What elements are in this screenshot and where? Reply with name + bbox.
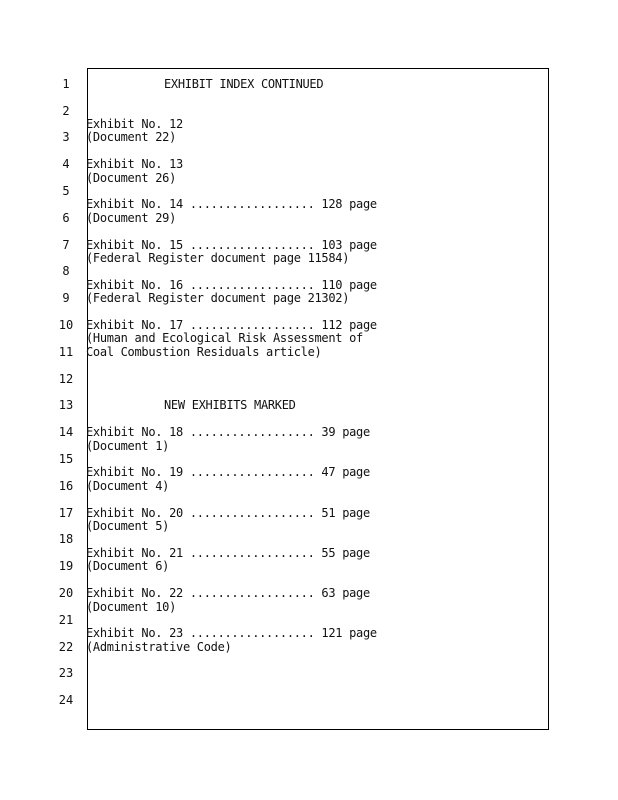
exhibit-description: (Document 5)	[86, 519, 170, 533]
exhibit-entry: Exhibit No. 19 .................. 47 page	[86, 465, 370, 479]
exhibit-description: (Federal Register document page 11584)	[86, 251, 350, 265]
exhibit-entry: Exhibit No. 21 .................. 55 page	[86, 546, 370, 560]
line-number: 21	[58, 613, 74, 627]
line-number: 22	[58, 640, 74, 654]
line-number: 12	[58, 372, 74, 386]
line-number: 18	[58, 532, 74, 546]
exhibit-description: (Document 29)	[86, 211, 177, 225]
line-number: 6	[62, 211, 70, 225]
line-number: 13	[58, 398, 74, 412]
exhibit-entry: Exhibit No. 22 .................. 63 page	[86, 586, 370, 600]
line-number: 1	[62, 77, 70, 91]
new-exhibits-heading: NEW EXHIBITS MARKED	[164, 398, 296, 412]
exhibit-description: (Document 26)	[86, 171, 177, 185]
line-number: 4	[62, 157, 70, 171]
line-number: 7	[62, 238, 70, 252]
exhibit-description: (Human and Ecological Risk Assessment of	[86, 331, 363, 345]
exhibit-description: (Document 1)	[86, 439, 170, 453]
exhibit-entry: Exhibit No. 18 .................. 39 page	[86, 425, 370, 439]
line-number: 2	[62, 104, 70, 118]
line-number: 16	[58, 479, 74, 493]
line-number: 24	[58, 693, 74, 707]
line-number: 11	[58, 345, 74, 359]
exhibit-entry: Exhibit No. 23 .................. 121 page	[86, 626, 377, 640]
index-heading: EXHIBIT INDEX CONTINUED	[164, 77, 324, 91]
exhibit-entry: Exhibit No. 14 .................. 128 page	[86, 197, 377, 211]
exhibit-description: Coal Combustion Residuals article)	[86, 345, 322, 359]
exhibit-description: (Document 10)	[86, 600, 177, 614]
exhibit-entry: Exhibit No. 15 .................. 103 page	[86, 238, 377, 252]
line-number: 9	[62, 291, 70, 305]
line-number: 17	[58, 506, 74, 520]
line-number: 20	[58, 586, 74, 600]
line-number: 14	[58, 425, 74, 439]
exhibit-description: (Document 22)	[86, 130, 177, 144]
exhibit-entry: Exhibit No. 20 .................. 51 page	[86, 506, 370, 520]
line-number: 8	[62, 264, 70, 278]
line-number: 5	[62, 184, 70, 198]
line-number: 15	[58, 452, 74, 466]
exhibit-entry: Exhibit No. 13	[86, 157, 183, 171]
line-number: 3	[62, 130, 70, 144]
exhibit-entry: Exhibit No. 17 .................. 112 page	[86, 318, 377, 332]
exhibit-entry: Exhibit No. 12	[86, 117, 183, 131]
exhibit-description: (Administrative Code)	[86, 640, 232, 654]
exhibit-description: (Federal Register document page 21302)	[86, 291, 350, 305]
exhibit-description: (Document 4)	[86, 479, 170, 493]
line-number: 10	[58, 318, 74, 332]
exhibit-description: (Document 6)	[86, 559, 170, 573]
line-number: 19	[58, 559, 74, 573]
line-number: 23	[58, 666, 74, 680]
exhibit-entry: Exhibit No. 16 .................. 110 page	[86, 278, 377, 292]
